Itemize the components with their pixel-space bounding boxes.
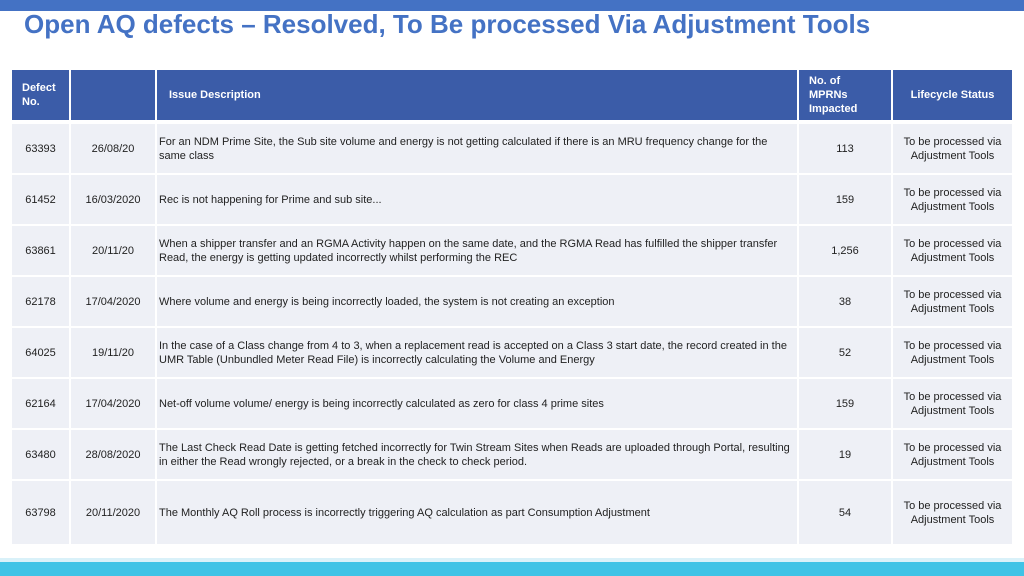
cell-issue-description: Where volume and energy is being incorrectly loaded, the system is not creating an exception: [156, 276, 798, 327]
cell-date: 20/11/2020: [70, 480, 156, 545]
cell-mprns-impacted: 52: [798, 327, 892, 378]
cell-issue-description: When a shipper transfer and an RGMA Activity happen on the same date, and the RGMA Read has fulfilled the shipper transfer Read, the energy is getting updated incorrectly whilst performing the REC: [156, 225, 798, 276]
header-mprns-impacted: No. of MPRNs Impacted: [798, 70, 892, 122]
cell-issue-description: Net-off volume volume/ energy is being incorrectly calculated as zero for class 4 prime sites: [156, 378, 798, 429]
cell-mprns-impacted: 159: [798, 174, 892, 225]
cell-defect-no: 64025: [12, 327, 70, 378]
table-row: [12, 378, 1012, 429]
cell-lifecycle-status: To be processed via Adjustment Tools: [892, 378, 1012, 429]
cell-mprns-impacted: 159: [798, 378, 892, 429]
table-body: [12, 122, 1012, 545]
header-row: [12, 70, 1012, 122]
cell-issue-description: In the case of a Class change from 4 to 3, when a replacement read is accepted on a Class 3 start date, the record created in the UMR Table (Unbundled Meter Read File) is incorrectly calculating the Volume and Energy: [156, 327, 798, 378]
cell-date: 17/04/2020: [70, 276, 156, 327]
cell-defect-no: 63480: [12, 429, 70, 480]
cell-date: 16/03/2020: [70, 174, 156, 225]
header-date: [70, 70, 156, 122]
cell-date: 28/08/2020: [70, 429, 156, 480]
cell-defect-no: 63393: [12, 122, 70, 174]
header-defect-no: Defect No.: [12, 70, 70, 122]
cell-mprns-impacted: 19: [798, 429, 892, 480]
table-row: [12, 327, 1012, 378]
cell-defect-no: 62164: [12, 378, 70, 429]
header-lifecycle-status: Lifecycle Status: [892, 70, 1012, 122]
cell-lifecycle-status: To be processed via Adjustment Tools: [892, 429, 1012, 480]
cell-lifecycle-status: To be processed via Adjustment Tools: [892, 122, 1012, 174]
cell-issue-description: Rec is not happening for Prime and sub site...: [156, 174, 798, 225]
cell-lifecycle-status: To be processed via Adjustment Tools: [892, 225, 1012, 276]
defects-table: [12, 70, 1012, 546]
cell-date: 17/04/2020: [70, 378, 156, 429]
cell-issue-description: The Monthly AQ Roll process is incorrectly triggering AQ calculation as part Consumption Adjustment: [156, 480, 798, 545]
table-header: [12, 70, 1012, 122]
cell-defect-no: 62178: [12, 276, 70, 327]
cell-mprns-impacted: 113: [798, 122, 892, 174]
cell-issue-description: For an NDM Prime Site, the Sub site volume and energy is not getting calculated if there is an MRU frequency change for the same class: [156, 122, 798, 174]
cell-date: 19/11/20: [70, 327, 156, 378]
cell-mprns-impacted: 54: [798, 480, 892, 545]
table-row: [12, 480, 1012, 545]
cell-lifecycle-status: To be processed via Adjustment Tools: [892, 174, 1012, 225]
table-row: [12, 122, 1012, 174]
cell-mprns-impacted: 38: [798, 276, 892, 327]
cell-lifecycle-status: To be processed via Adjustment Tools: [892, 276, 1012, 327]
page-title: Open AQ defects – Resolved, To Be processed Via Adjustment Tools: [24, 9, 871, 39]
cell-date: 20/11/20: [70, 225, 156, 276]
cell-defect-no: 63861: [12, 225, 70, 276]
cell-lifecycle-status: To be processed via Adjustment Tools: [892, 327, 1012, 378]
table-row: [12, 429, 1012, 480]
table-row: [12, 225, 1012, 276]
cell-defect-no: 61452: [12, 174, 70, 225]
table-row: [12, 276, 1012, 327]
header-issue-description: Issue Description: [156, 70, 798, 122]
cell-defect-no: 63798: [12, 480, 70, 545]
cell-lifecycle-status: To be processed via Adjustment Tools: [892, 480, 1012, 545]
cell-issue-description: The Last Check Read Date is getting fetched incorrectly for Twin Stream Sites when Reads are uploaded through Portal, resulting in either the Read wrongly rejected, or a break in the check to check period.: [156, 429, 798, 480]
cell-mprns-impacted: 1,256: [798, 225, 892, 276]
cell-date: 26/08/20: [70, 122, 156, 174]
table-row: [12, 174, 1012, 225]
defects-table-container: [12, 70, 1012, 546]
footer-accent-bar: [0, 562, 1024, 576]
